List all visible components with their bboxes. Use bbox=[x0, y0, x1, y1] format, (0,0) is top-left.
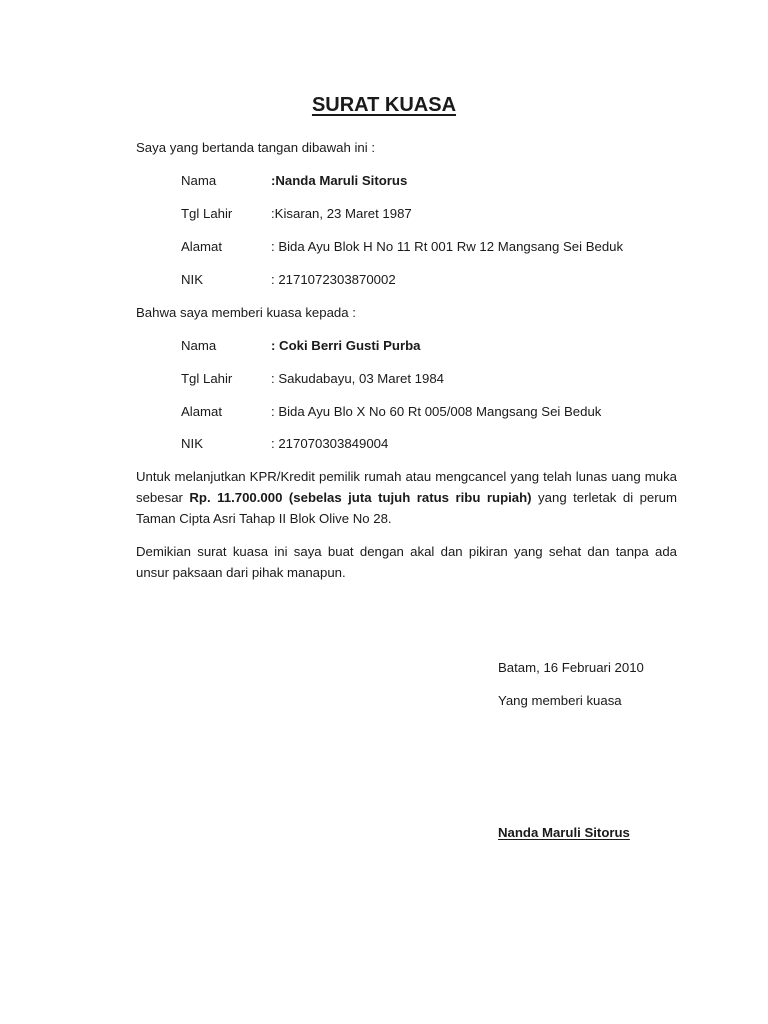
grantee-name-label: Nama bbox=[181, 338, 217, 353]
grantee-address-value: : Bida Ayu Blo X No 60 Rt 005/008 Mangsang Sei Beduk bbox=[271, 404, 602, 419]
transition-text: Bahwa saya memberi kuasa kepada : bbox=[136, 305, 356, 320]
grantor-birth-label: Tgl Lahir bbox=[181, 206, 233, 221]
grantor-name-label: Nama bbox=[181, 173, 217, 188]
document-title: SURAT KUASA bbox=[311, 94, 457, 116]
grantee-nik-label: NIK bbox=[181, 436, 203, 451]
grantor-birth-value: :Kisaran, 23 Maret 1987 bbox=[271, 206, 412, 221]
grantor-nik-value: : 2171072303870002 bbox=[271, 272, 396, 287]
grantee-name-value: : Coki Berri Gusti Purba bbox=[271, 338, 421, 353]
purpose-text-end: yang terletak di perum Taman Cipta Asri Tahap II Blok Olive No 28. bbox=[136, 490, 677, 526]
grantee-birth-label: Tgl Lahir bbox=[181, 371, 233, 386]
signature-place-date: Batam, 16 Februari 2010 bbox=[498, 660, 644, 675]
purpose-paragraph bbox=[136, 466, 677, 529]
signature-role: Yang memberi kuasa bbox=[498, 693, 622, 708]
signature-name: Nanda Maruli Sitorus bbox=[498, 825, 630, 840]
closing-paragraph: Demikian surat kuasa ini saya buat dengan akal dan pikiran yang sehat dan tanpa ada unsur paksaan dari pihak manapun. bbox=[136, 544, 677, 580]
grantee-nik-value: : 217070303849004 bbox=[271, 436, 389, 451]
grantee-birth-value: : Sakudabayu, 03 Maret 1984 bbox=[271, 371, 445, 386]
grantor-address-value: : Bida Ayu Blok H No 11 Rt 001 Rw 12 Mangsang Sei Beduk bbox=[271, 239, 624, 254]
grantor-name-value: :Nanda Maruli Sitorus bbox=[271, 173, 408, 188]
grantee-address-label: Alamat bbox=[181, 404, 223, 419]
grantor-address-label: Alamat bbox=[181, 239, 223, 254]
purpose-text-start: Untuk melanjutkan KPR/Kredit pemilik rumah atau mengcancel yang telah lunas uang muka sebesar bbox=[136, 469, 677, 505]
intro-text: Saya yang bertanda tangan dibawah ini : bbox=[136, 140, 376, 155]
purpose-amount: Rp. 11.700.000 (sebelas juta tujuh ratus ribu rupiah) bbox=[189, 490, 532, 505]
grantor-nik-label: NIK bbox=[181, 272, 203, 287]
